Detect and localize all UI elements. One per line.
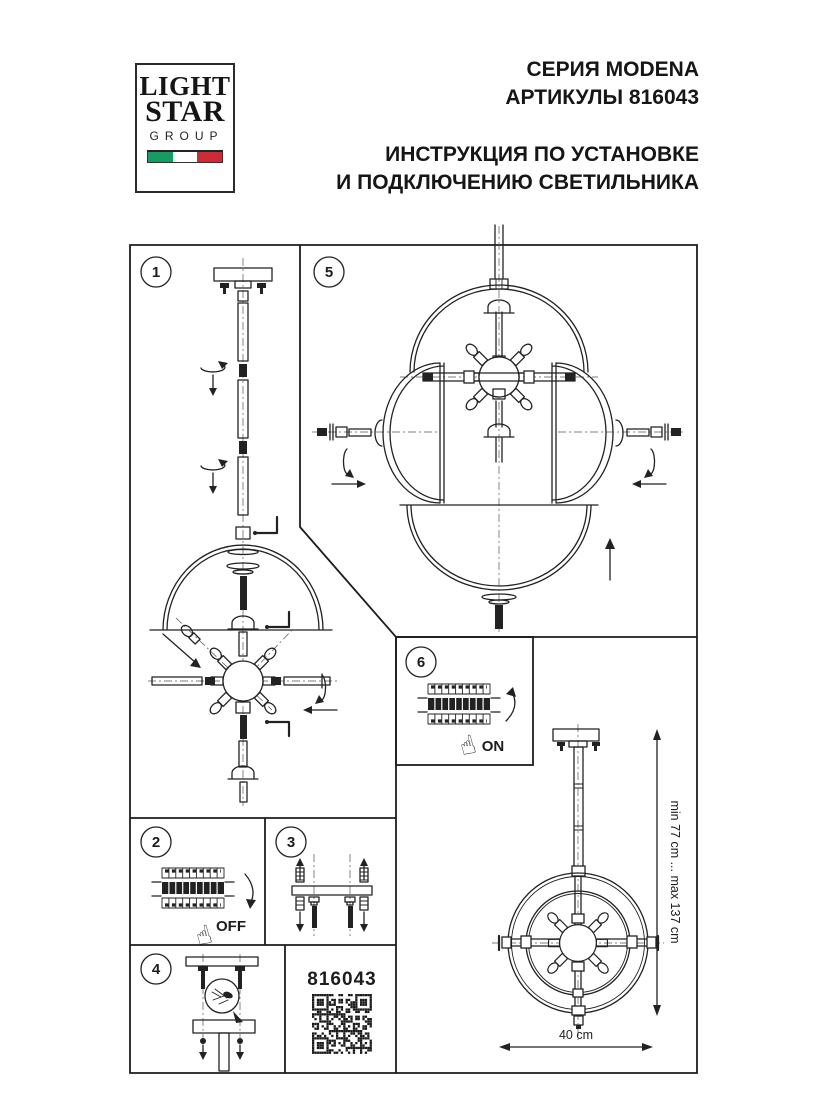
lift-arrow [605,538,615,580]
switch-up-arrow [506,687,516,721]
mounting-bracket [292,886,372,895]
set-screw-coupler [236,517,277,539]
series-title: СЕРИЯ MODENA [526,58,699,81]
article-title: АРТИКУЛЫ 816043 [505,86,699,109]
bracket-screws [309,897,355,928]
article-number-label: 816043 [307,969,377,990]
ceiling-bracket [186,957,258,966]
step-6-number: 6 [416,654,426,671]
step-4-number: 4 [151,961,161,978]
panel-step-1 [141,257,338,806]
glass-dome-left [383,363,444,503]
ceiling-canopy [553,729,600,751]
screw-rotation-icon [201,361,228,396]
breaker-panel-icon [152,868,234,908]
logo-word-light: LIGHT [139,71,231,101]
breaker-on-label: ON [481,738,505,755]
breaker-panel-icon [418,684,500,724]
screw-rotation-icon [632,449,666,488]
instruction-line-1: ИНСТРУКЦИЯ ПО УСТАНОВКЕ [385,143,699,166]
suspension-rod [572,747,585,876]
step-1-number: 1 [151,264,161,281]
instruction-line-2: И ПОДКЛЮЧЕНИЮ СВЕТИЛЬНИКА [336,171,699,194]
panel-step-5 [312,225,686,632]
screw-rotation-icon [332,449,366,488]
height-range-label: min 77 cm ... max 137 cm [668,800,682,944]
breaker-off-label: OFF [216,918,246,935]
qr-section [307,969,376,1054]
step-2-number: 2 [151,834,161,851]
canopy [193,1020,255,1071]
dimension-vertical [653,729,682,1016]
step-3-number: 3 [286,834,296,851]
canopy-screws [199,1038,244,1060]
wire-connection-magnifier [205,979,243,1023]
step-5-number: 5 [324,264,334,281]
dimension-horizontal [499,1028,653,1051]
panel-step-2 [141,827,256,953]
side-screw-right [616,420,681,446]
diameter-label: 40 cm [558,1028,594,1042]
side-screw-left [317,420,382,446]
panel-step-6 [406,647,516,763]
qr-code [312,994,372,1054]
logo-word-group: GROUP [149,129,224,144]
switch-down-arrow [245,874,256,909]
panel-step-3 [276,827,372,936]
logo-word-star: STAR [145,94,225,128]
screw-rotation-icon [201,459,228,494]
product-drawing [492,724,664,1040]
panel-step-4 [141,954,258,1071]
hand-icon: ☝ [456,729,480,763]
glass-dome-right [552,363,613,503]
hand-icon: ☝ [192,919,216,953]
